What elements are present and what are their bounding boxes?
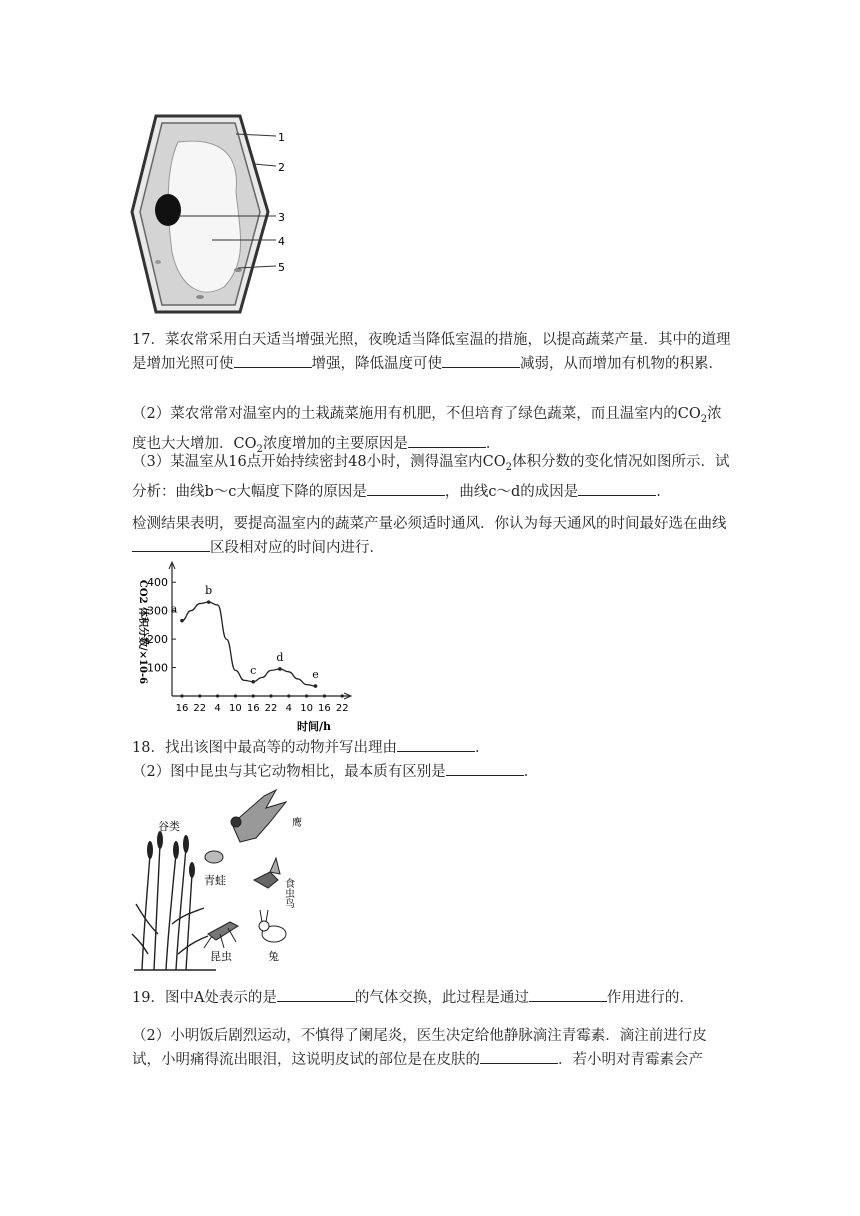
- cell-label-4: 4: [278, 235, 285, 248]
- x-tick: [287, 694, 290, 697]
- co2-line-chart: [128, 560, 356, 736]
- q18-paragraph-2: （2）图中昆虫与其它动物相比，最本质有区别是 ．: [132, 760, 732, 784]
- x-tick: [198, 694, 201, 697]
- plant-cell-figure: [128, 112, 298, 320]
- answer-blank[interactable]: [397, 737, 475, 752]
- y-tick-label: 200: [147, 633, 168, 647]
- answer-blank[interactable]: [578, 481, 656, 496]
- cell-label-2: 2: [278, 161, 285, 174]
- point-marker: [314, 684, 318, 688]
- bird-label: 食虫鸟: [282, 878, 294, 908]
- eagle-drawing: [231, 790, 286, 842]
- nucleus: [155, 194, 181, 226]
- grain-ears: [147, 831, 195, 878]
- x-tick: [180, 694, 183, 697]
- q17-paragraph-3: （3）某温室从16点开始持续密封48小时，测得温室内$CO_2$体积分数的变化情况如图所示．试分析：曲线b～c大幅度下降的原因是 ，曲线c～d的成因是 ．: [132, 454, 730, 500]
- grain-plants: [132, 844, 216, 970]
- frog-label: 青蛙: [204, 874, 226, 887]
- x-tick: [216, 694, 219, 697]
- x-tick-label: 10: [300, 703, 313, 714]
- x-tick-label: 4: [214, 703, 221, 714]
- point-marker: [278, 667, 282, 671]
- point-label: c: [250, 663, 257, 677]
- answer-blank[interactable]: [446, 761, 524, 776]
- x-tick: [234, 694, 237, 697]
- x-tick-label: 10: [229, 703, 242, 714]
- x-tick-label: 22: [193, 703, 207, 714]
- insect-label: 昆虫: [210, 950, 232, 963]
- q18-paragraph-1: 18．找出该图中最高等的动物并写出理由 ．: [132, 736, 732, 760]
- y-axis-label: CO2 体积分数/×10-6: [137, 579, 148, 685]
- bird-drawing: [254, 858, 280, 888]
- q19-paragraph-2: （2）小明饭后剧烈运动，不慎得了阑尾炎，医生决定给他静脉滴注青霉素．滴注前进行皮试，小明痛得流出眼泪，这说明皮试的部位是在皮肤的 ．若小明对青霉素会产: [132, 1028, 707, 1068]
- x-tick-label: 16: [318, 703, 331, 714]
- q17-paragraph-2: （2）菜农常常对温室内的土栽蔬菜施用有机肥，不但培育了绿色蔬菜，而且温室内的$CO_2$浓度也大大增加．$CO_2$浓度增加的主要原因是 ．: [132, 406, 722, 455]
- cell-label-3: 3: [278, 211, 285, 224]
- frog-drawing: [205, 851, 223, 863]
- q17-paragraph-4: 检测结果表明，要提高温室内的蔬菜产量必须适时通风．你认为每天通风的时间最好选在曲线区段相对应的时间内进行．: [132, 516, 727, 556]
- answer-blank[interactable]: [529, 987, 607, 1002]
- answer-blank[interactable]: [234, 353, 312, 368]
- y-tick-label: 400: [147, 576, 168, 590]
- point-marker: [251, 680, 255, 684]
- rabbit-label: 兔: [268, 950, 279, 963]
- cell-label-5: 5: [278, 261, 285, 274]
- x-axis-label: 时间/h: [296, 720, 332, 733]
- eagle-label: 鹰: [292, 818, 302, 829]
- x-tick-label: 16: [175, 703, 189, 714]
- y-tick-label: 100: [147, 661, 168, 675]
- x-tick-label: 22: [264, 703, 278, 714]
- point-label: a: [170, 602, 178, 616]
- answer-blank[interactable]: [442, 353, 520, 368]
- point-label: e: [312, 668, 319, 682]
- q19-paragraph-1: 19．图中A处表示的是 的气体交换，此过程是通过 作用进行的．: [132, 986, 732, 1010]
- answer-blank[interactable]: [132, 537, 210, 552]
- answer-blank[interactable]: [408, 433, 486, 448]
- grain-label: 谷类: [158, 820, 180, 833]
- x-tick: [323, 694, 326, 697]
- x-tick-label: 16: [246, 703, 260, 714]
- q17-paragraph-1: 17．菜农常采用白天适当增强光照，夜晚适当降低室温的措施，以提高蔬菜产量．其中的道理是增加光照可使 增强，降低温度可使 减弱，从而增加有机物的积累．: [132, 332, 731, 372]
- food-web-figure: [128, 784, 308, 976]
- y-tick-label: 300: [147, 604, 168, 618]
- x-tick-label: 4: [285, 703, 292, 714]
- point-label: b: [205, 584, 213, 598]
- chloroplast: [196, 295, 204, 299]
- x-tick: [269, 694, 272, 697]
- answer-blank[interactable]: [277, 987, 355, 1002]
- point-marker: [180, 619, 184, 623]
- x-tick: [252, 694, 255, 697]
- point-label: d: [276, 650, 284, 664]
- co2-curve: [182, 602, 316, 686]
- x-tick: [341, 694, 344, 697]
- point-marker: [207, 600, 211, 604]
- insect-drawing: [204, 922, 238, 948]
- x-tick-label: 22: [335, 703, 349, 714]
- answer-blank[interactable]: [480, 1049, 558, 1064]
- x-tick: [305, 694, 308, 697]
- chloroplast: [155, 260, 161, 264]
- rabbit-drawing: [259, 910, 286, 942]
- chloroplast: [234, 268, 242, 272]
- answer-blank[interactable]: [367, 481, 445, 496]
- cell-label-1: 1: [278, 131, 285, 144]
